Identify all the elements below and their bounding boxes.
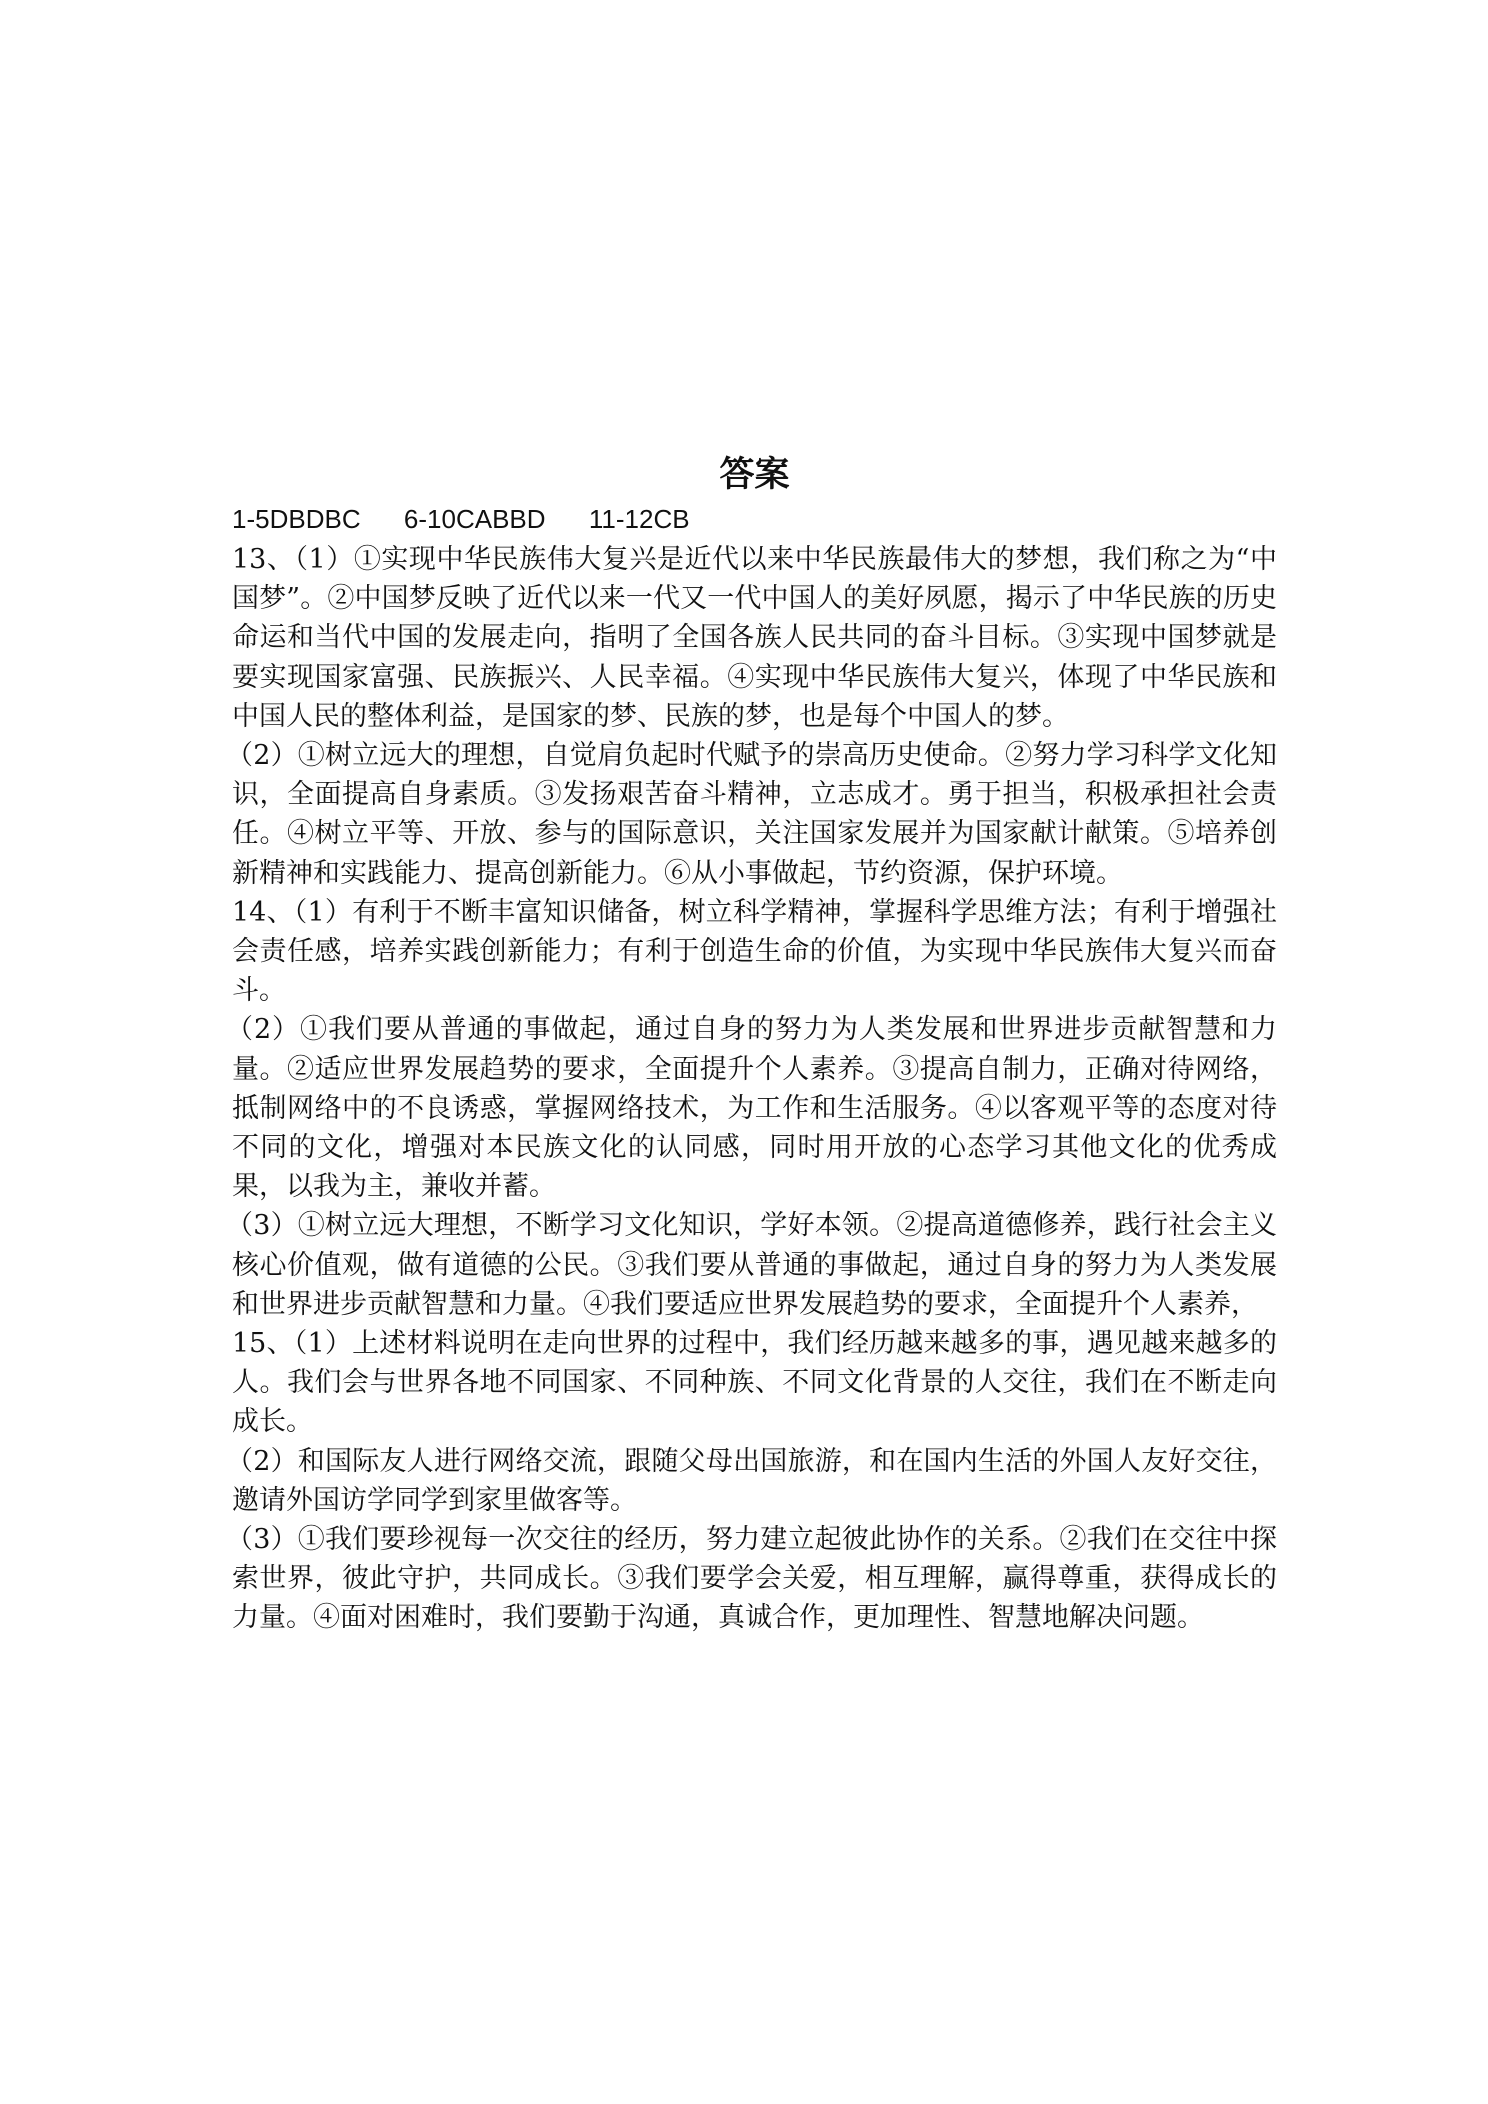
answer-15-part-3: （3）①我们要珍视每一次交往的经历，努力建立起彼此协作的关系。②我们在交往中探索世界，彼此守护，共同成长。③我们要学会关爱，相互理解，赢得尊重，获得成长的力量。④面对困难时，我们要勤于沟通，真诚合作，更加理性、智慧地解决问题。 — [226, 1524, 1277, 1634]
answer-14-part-1: 14、（1）有利于不断丰富知识储备，树立科学精神，掌握科学思维方法；有利于增强社会责任感，培养实践创新能力；有利于创造生命的价值，为实现中华民族伟大复兴而奋斗。 — [232, 896, 1277, 1007]
answer-document — [226, 450, 1277, 1638]
page-title: 答案 — [719, 455, 790, 495]
answer-13-part-2: （2）①树立远大的理想，自觉肩负起时代赋予的崇高历史使命。②努力学习科学文化知识，全面提高自身素质。③发扬艰苦奋斗精神，立志成才。勇于担当，积极承担社会责任。④树立平等、开放、参与的国际意识，关注国家发展并为国家献计献策。⑤培养创新精神和实践能力、提高创新能力。⑥从小事做起，节约资源，保护环境。 — [226, 740, 1277, 889]
answer-15-part-2: （2）和国际友人进行网络交流，跟随父母出国旅游，和在国内生活的外国人友好交往，邀请外国访学同学到家里做客等。 — [226, 1445, 1277, 1516]
multiple-choice-answers: 1-5DBDBC 6-10CABBD 11-12CB — [232, 504, 690, 534]
answer-13-part-1: 13、（1）①实现中华民族伟大复兴是近代以来中华民族最伟大的梦想，我们称之为“中国梦”。②中国梦反映了近代以来一代又一代中国人的美好夙愿，揭示了中华民族的历史命运和当代中国的发展走向，指明了全国各族人民共同的奋斗目标。③实现中国梦就是要实现国家富强、民族振兴、人民幸福。④实现中华民族伟大复兴，体现了中华民族和中国人民的整体利益，是国家的梦、民族的梦，也是每个中国人的梦。 — [232, 544, 1277, 732]
answer-15-part-1: 15、（1）上述材料说明在走向世界的过程中，我们经历越来越多的事，遇见越来越多的人。我们会与世界各地不同国家、不同种族、不同文化背景的人交往，我们在不断走向成长。 — [232, 1328, 1277, 1438]
answer-14-part-2: （2）①我们要从普通的事做起，通过自身的努力为人类发展和世界进步贡献智慧和力量。②适应世界发展趋势的要求，全面提升个人素养。③提高自制力，正确对待网络，抵制网络中的不良诱惑，掌握网络技术，为工作和生活服务。④以客观平等的态度对待不同的文化，增强对本民族文化的认同感，同时用开放的心态学习其他文化的优秀成果，以我为主，兼收并蓄。 — [226, 1014, 1277, 1203]
answer-14-part-3: （3）①树立远大理想，不断学习文化知识，学好本领。②提高道德修养，践行社会主义核心价值观，做有道德的公民。③我们要从普通的事做起，通过自身的努力为人类发展和世界进步贡献智慧和力量。④我们要适应世界发展趋势的要求，全面提升个人素养， — [226, 1210, 1277, 1320]
